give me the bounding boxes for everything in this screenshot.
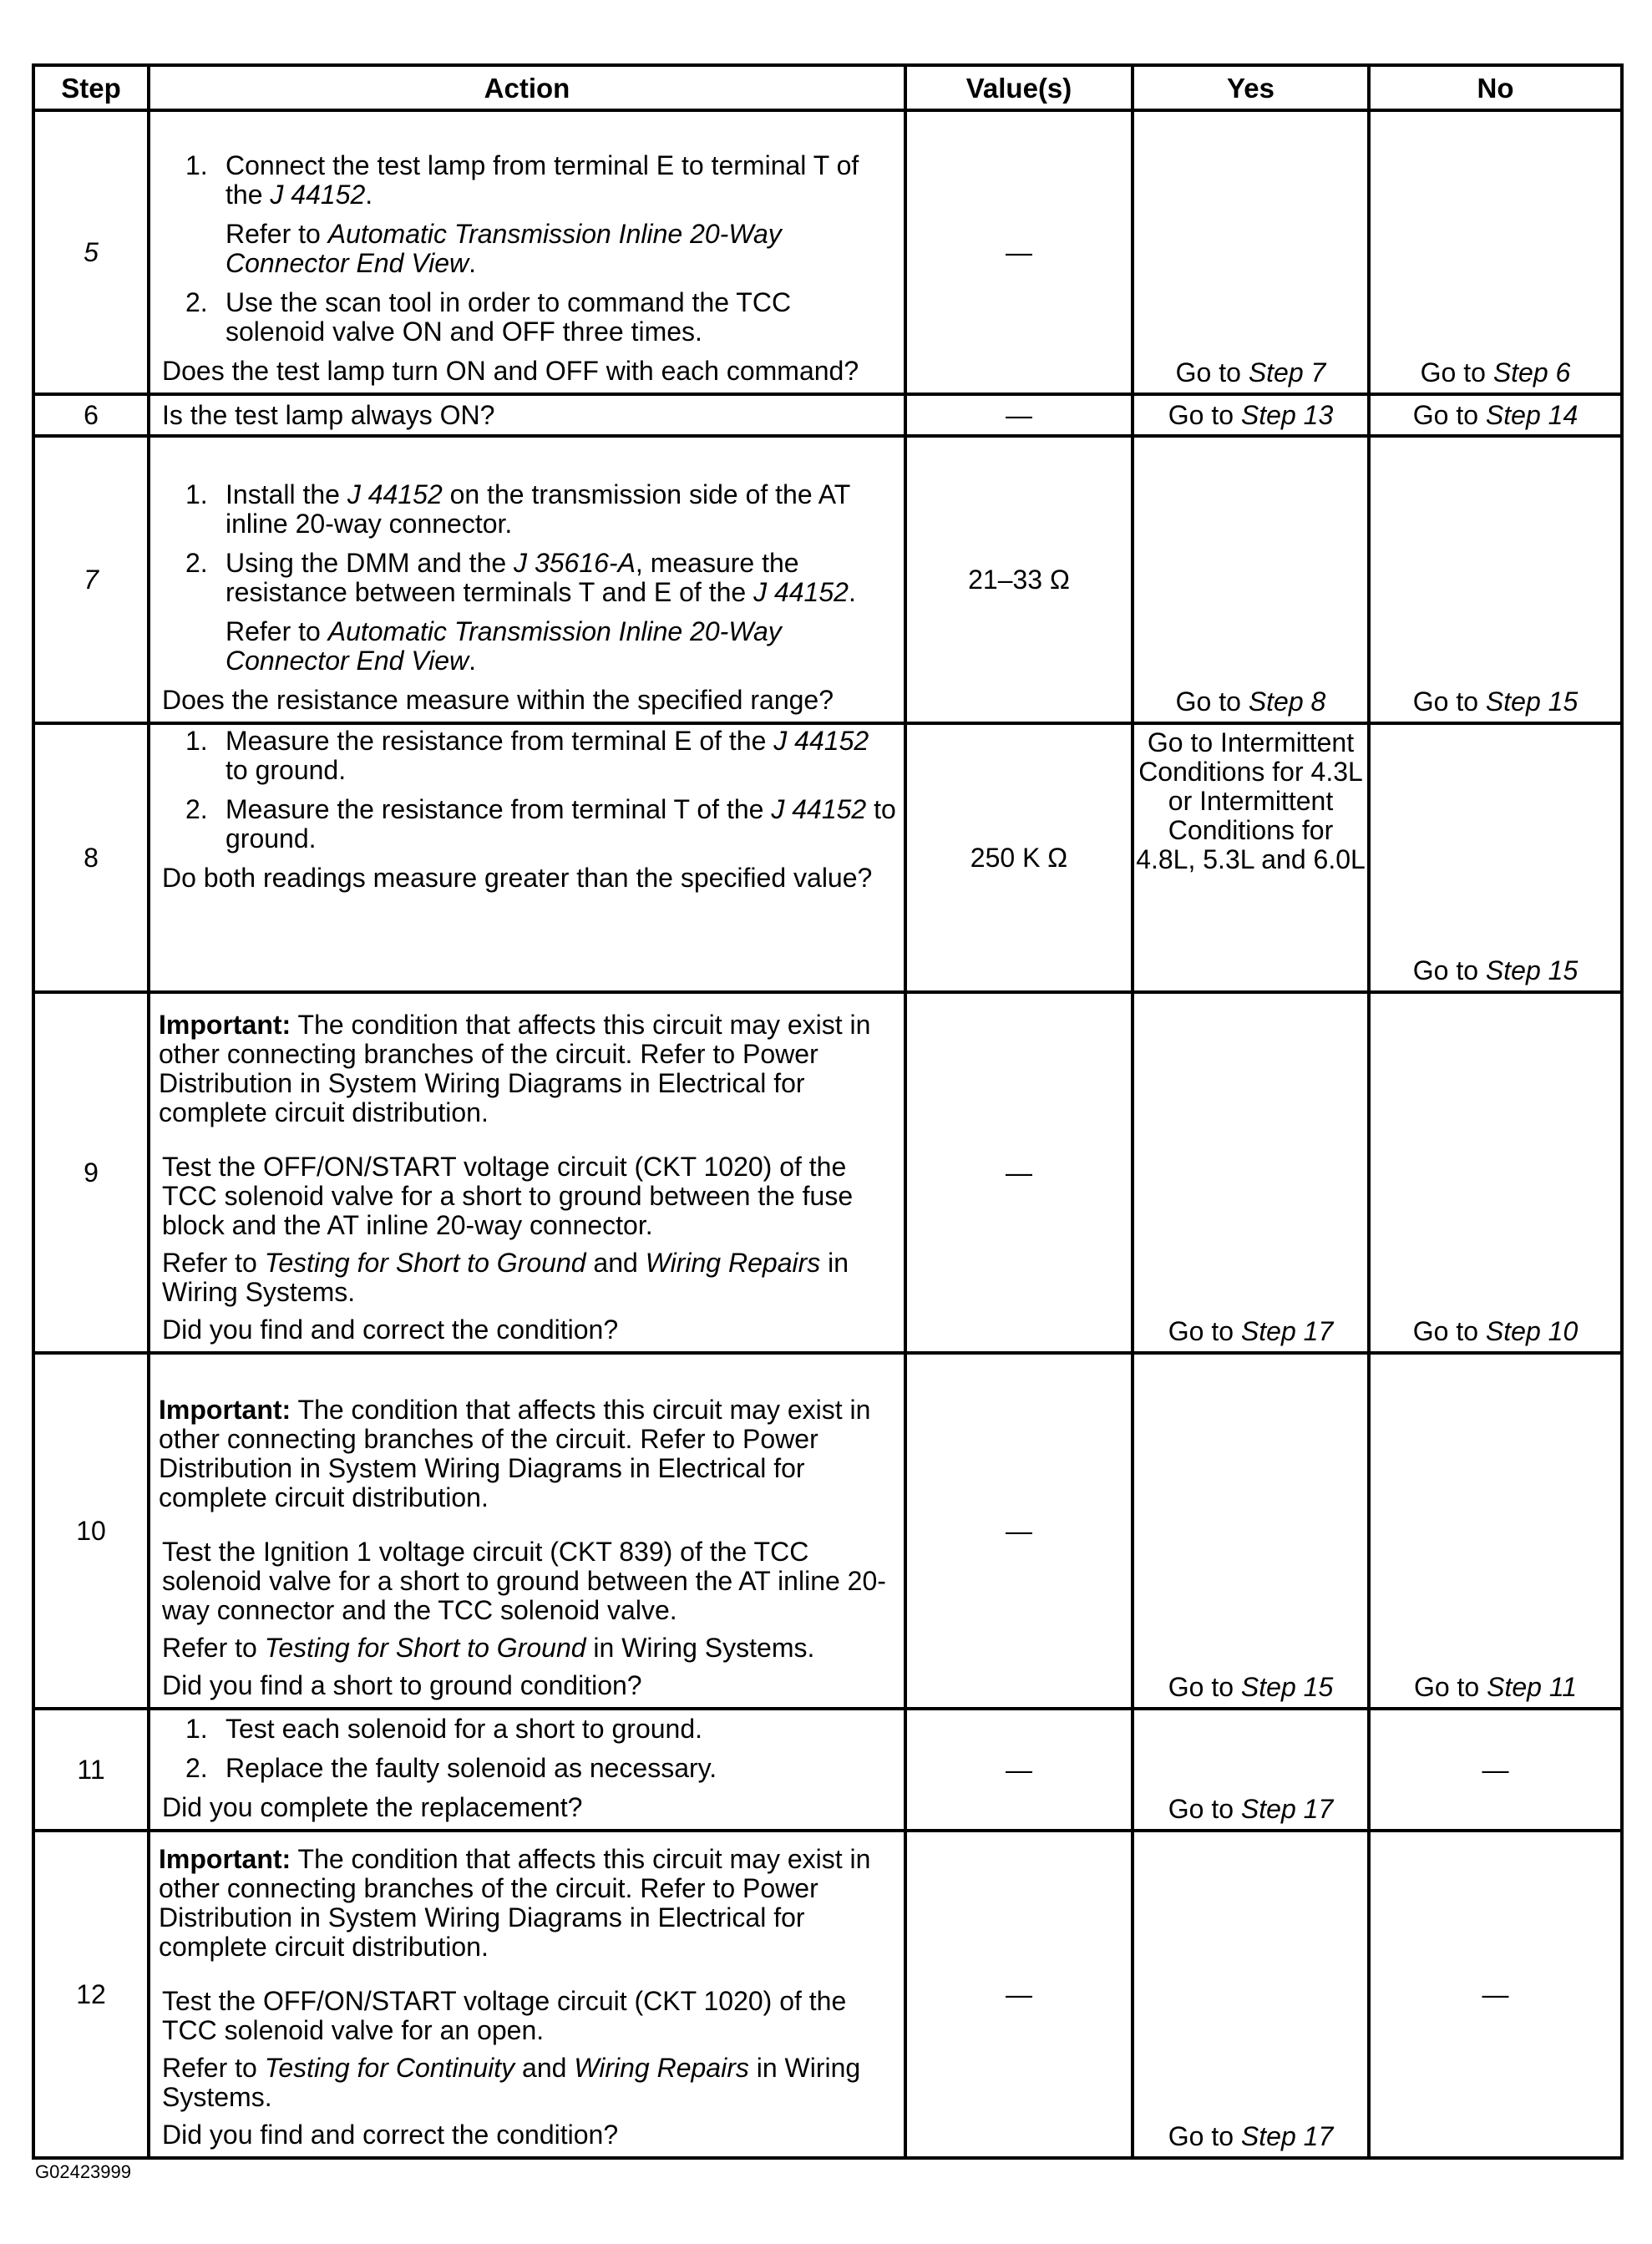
important-note	[159, 1845, 897, 1962]
step-number: 12	[33, 1831, 149, 2158]
action-step	[162, 480, 897, 539]
value-cell: —	[905, 1353, 1133, 1709]
step-number: 11	[33, 1709, 149, 1831]
no-cell	[1369, 436, 1622, 723]
goto-text: Go to	[1420, 357, 1493, 388]
step-index: 2.	[185, 1753, 208, 1783]
action-cell	[149, 1831, 905, 2158]
action-text: Measure the resistance from terminal T of the	[226, 794, 772, 824]
period: .	[469, 646, 477, 676]
action-step	[162, 1754, 897, 1783]
action-text: Use the scan tool in order to command the TCC solenoid valve ON and OFF three times.	[226, 287, 792, 347]
action-step	[162, 288, 897, 347]
goto-step-link[interactable]: Step 17	[1240, 2121, 1334, 2151]
goto-text: Go to	[1175, 357, 1249, 388]
important-label: Important:	[159, 1010, 291, 1040]
goto-step-link[interactable]: Step 15	[1485, 955, 1579, 985]
no-cell	[1369, 992, 1622, 1353]
action-cell	[149, 1709, 905, 1831]
action-text: to ground.	[226, 755, 347, 785]
action-steps	[162, 151, 897, 347]
ref-prefix: Refer to	[226, 616, 328, 646]
test-instruction: Test the OFF/ON/START voltage circuit (CKT 1020) of the TCC solenoid valve for an open.	[162, 1986, 847, 2045]
tool-ref: J 44152	[771, 794, 867, 824]
goto-step-link[interactable]: Step 17	[1240, 1316, 1334, 1346]
value-cell: —	[905, 992, 1133, 1353]
ref-and: and	[585, 1248, 646, 1278]
step-index: 2.	[185, 548, 208, 578]
intermittent-link[interactable]: Go to Intermittent Conditions for 4.3L or Intermittent Conditions for 4.8L, 5.3L and 6.0L	[1136, 727, 1366, 874]
goto-text: Go to	[1168, 1794, 1241, 1824]
question-text: Does the resistance measure within the specified range?	[162, 685, 834, 715]
action-step	[162, 151, 897, 278]
table-row	[33, 436, 1622, 723]
action-text: , measure the resistance between terminals T and E of the	[226, 548, 799, 607]
header-step: Step	[33, 65, 149, 110]
important-label: Important:	[159, 1844, 291, 1874]
step-index: 1.	[185, 150, 208, 180]
table-row	[33, 1831, 1622, 2158]
action-text: Test each solenoid for a short to ground.	[226, 1714, 703, 1744]
goto-step-link[interactable]: Step 6	[1492, 357, 1571, 388]
header-no: No	[1369, 65, 1622, 110]
ref-prefix: Refer to	[162, 1248, 265, 1278]
question-text: Did you find a short to ground condition?	[162, 1670, 642, 1700]
ref-link: Testing for Short to Ground	[264, 1633, 586, 1663]
action-cell	[149, 394, 905, 436]
goto-step-link[interactable]: Step 17	[1240, 1794, 1334, 1824]
question-text: Is the test lamp always ON?	[162, 399, 495, 430]
yes-cell	[1133, 110, 1369, 394]
diagnostic-table-container	[32, 63, 1620, 2160]
tool-ref: J 44152	[347, 479, 443, 509]
table-row	[33, 394, 1622, 436]
action-step	[162, 1715, 897, 1744]
action-cell	[149, 110, 905, 394]
ref-prefix: Refer to	[226, 219, 328, 249]
test-instruction: Test the Ignition 1 voltage circuit (CKT 839) of the TCC solenoid valve for a short to ground between the AT inline 20-way connector and the TCC solenoid valve.	[162, 1537, 886, 1625]
ref-suffix: in Wiring Systems.	[162, 2053, 861, 2112]
ref-link: Wiring Repairs	[574, 2053, 749, 2083]
goto-step-link[interactable]: Step 13	[1240, 399, 1334, 430]
table-row	[33, 1709, 1622, 1831]
step-number: 10	[33, 1353, 149, 1709]
action-text: on the transmission side of the AT inline 20-way connector.	[226, 479, 850, 539]
no-cell: —	[1369, 1709, 1622, 1831]
goto-step-link[interactable]: Step 15	[1240, 1672, 1334, 1702]
step-index: 1.	[185, 479, 208, 509]
value-cell: —	[905, 1709, 1133, 1831]
header-action: Action	[149, 65, 905, 110]
value-cell: —	[905, 1831, 1133, 2158]
tool-ref: J 35616-A	[514, 548, 636, 578]
goto-text: Go to	[1412, 686, 1486, 717]
question-text: Did you complete the replacement?	[162, 1792, 583, 1822]
goto-step-link[interactable]: Step 7	[1248, 357, 1326, 388]
goto-text: Go to	[1168, 1316, 1241, 1346]
reference-line	[162, 1634, 897, 1663]
table-row	[33, 1353, 1622, 1709]
value-cell: 21–33 Ω	[905, 436, 1133, 723]
action-cell	[149, 723, 905, 992]
reference-line	[162, 2054, 897, 2112]
action-text: Connect the test lamp from terminal E to terminal T of the	[226, 150, 859, 210]
goto-text: Go to	[1412, 399, 1486, 430]
yes-cell	[1133, 394, 1369, 436]
figure-id: G02423999	[35, 2161, 131, 2182]
step-index: 2.	[185, 287, 208, 317]
yes-cell	[1133, 436, 1369, 723]
important-label: Important:	[159, 1395, 291, 1425]
important-text: The condition that affects this circuit may exist in other connecting branches of the circuit. Refer to Power Distribution in System Wiring Diagrams in Electrical for complete circuit distribution.	[159, 1844, 871, 1962]
yes-cell	[1133, 992, 1369, 1353]
step-number: 9	[33, 992, 149, 1353]
reference-line	[226, 220, 897, 278]
ref-link: Testing for Continuity	[264, 2053, 515, 2083]
ref-prefix: Refer to	[162, 1633, 265, 1663]
table-row	[33, 723, 1622, 992]
test-instruction: Test the OFF/ON/START voltage circuit (CKT 1020) of the TCC solenoid valve for a short to ground between the fuse block and the AT inline 20-way connector.	[162, 1152, 854, 1240]
table-row	[33, 110, 1622, 394]
header-values: Value(s)	[905, 65, 1133, 110]
action-text: Using the DMM and the	[226, 548, 514, 578]
ref-link: Automatic Transmission Inline 20-Way Connector End View	[226, 219, 782, 278]
yes-cell	[1133, 723, 1369, 992]
action-steps	[162, 1715, 897, 1783]
yes-cell	[1133, 1831, 1369, 2158]
step-number: 6	[33, 394, 149, 436]
step-index: 1.	[185, 726, 208, 756]
goto-step-link[interactable]: Step 11	[1487, 1672, 1578, 1702]
action-step	[162, 727, 897, 785]
value-cell: 250 K Ω	[905, 723, 1133, 992]
ref-link: Wiring Repairs	[645, 1248, 821, 1278]
goto-text: Go to	[1412, 1316, 1486, 1346]
tool-ref: J 44152	[773, 726, 869, 756]
action-step	[162, 549, 897, 676]
reference-line	[162, 1249, 897, 1307]
diagnostic-table	[32, 63, 1624, 2160]
question-text: Do both readings measure greater than the specified value?	[162, 863, 873, 893]
period: .	[848, 577, 856, 607]
question-text: Does the test lamp turn ON and OFF with each command?	[162, 356, 859, 386]
yes-cell	[1133, 1709, 1369, 1831]
question-text: Did you find and correct the condition?	[162, 1314, 619, 1345]
ref-link: Automatic Transmission Inline 20-Way Connector End View	[226, 616, 782, 676]
period: .	[365, 180, 373, 210]
goto-text: Go to	[1168, 399, 1241, 430]
reference-line	[226, 617, 897, 676]
action-cell	[149, 1353, 905, 1709]
action-step	[162, 795, 897, 854]
goto-text: Go to	[1413, 1672, 1487, 1702]
goto-step-link[interactable]: Step 14	[1485, 399, 1579, 430]
action-text: to ground.	[226, 794, 896, 854]
period: .	[469, 248, 477, 278]
goto-text: Go to	[1168, 2121, 1241, 2151]
important-note	[159, 1011, 897, 1127]
goto-text: Go to	[1168, 1672, 1241, 1702]
goto-step-link[interactable]: Step 15	[1485, 686, 1579, 717]
no-cell	[1369, 110, 1622, 394]
action-text: Install the	[226, 479, 347, 509]
step-number: 7	[33, 436, 149, 723]
ref-and: and	[514, 2053, 575, 2083]
value-cell: —	[905, 394, 1133, 436]
ref-suffix: in Wiring Systems.	[585, 1633, 815, 1663]
goto-step-link[interactable]: Step 8	[1248, 686, 1326, 717]
important-text: The condition that affects this circuit may exist in other connecting branches of the circuit. Refer to Power Distribution in System Wiring Diagrams in Electrical for complete circuit distribution.	[159, 1395, 871, 1512]
action-cell	[149, 992, 905, 1353]
ref-prefix: Refer to	[162, 2053, 265, 2083]
tool-ref: J 44152	[753, 577, 849, 607]
value-cell: —	[905, 110, 1133, 394]
step-index: 2.	[185, 794, 208, 824]
action-steps	[162, 480, 897, 676]
action-steps	[162, 727, 897, 854]
important-text: The condition that affects this circuit may exist in other connecting branches of the circuit. Refer to Power Distribution in System Wiring Diagrams in Electrical for complete circuit distribution.	[159, 1010, 871, 1127]
yes-cell	[1133, 1353, 1369, 1709]
goto-text: Go to	[1175, 686, 1249, 717]
ref-link: Testing for Short to Ground	[264, 1248, 586, 1278]
tool-ref: J 44152	[270, 180, 366, 210]
no-cell: —	[1369, 1831, 1622, 2158]
table-header-row	[33, 65, 1622, 110]
step-number: 8	[33, 723, 149, 992]
action-text: Measure the resistance from terminal E of the	[226, 726, 774, 756]
step-index: 1.	[185, 1714, 208, 1744]
no-cell	[1369, 394, 1622, 436]
question-text: Did you find and correct the condition?	[162, 2120, 619, 2150]
important-note	[159, 1396, 897, 1512]
action-text: Replace the faulty solenoid as necessary.	[226, 1753, 717, 1783]
goto-text: Go to	[1412, 955, 1486, 985]
action-cell	[149, 436, 905, 723]
header-yes: Yes	[1133, 65, 1369, 110]
no-cell	[1369, 1353, 1622, 1709]
no-cell	[1369, 723, 1622, 992]
goto-step-link[interactable]: Step 10	[1485, 1316, 1579, 1346]
step-number: 5	[33, 110, 149, 394]
ref-suffix: in Wiring Systems.	[162, 1248, 849, 1307]
table-row	[33, 992, 1622, 1353]
